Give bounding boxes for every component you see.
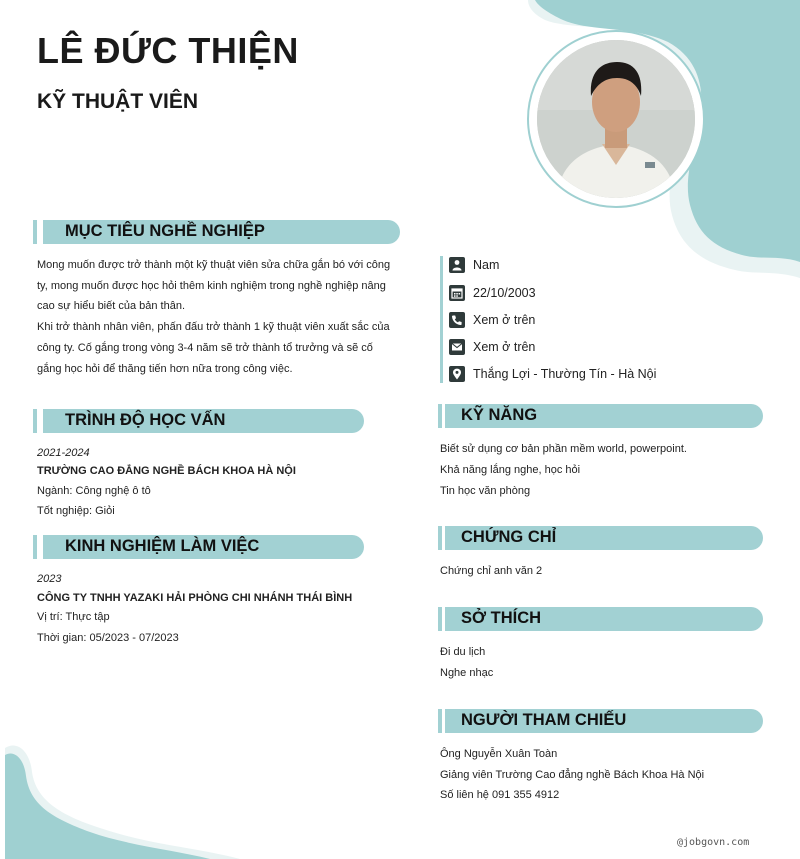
phone-icon (449, 312, 465, 328)
hobby-item: Đi du lịch (440, 646, 486, 658)
job-title: KỸ THUẬT VIÊN (37, 90, 199, 113)
contact-accent-bar (440, 256, 443, 383)
hobbies-heading: SỞ THÍCH (445, 607, 763, 631)
experience-time: Thời gian: 05/2023 - 07/2023 (37, 632, 179, 644)
watermark: @jobgovn.com (677, 837, 750, 848)
reference-item: Số liên hệ 091 355 4912 (440, 789, 560, 801)
candidate-name: LÊ ĐỨC THIỆN (37, 30, 299, 71)
reference-item: Giảng viên Trường Cao đẳng nghề Bách Khoa Hà Nội (440, 769, 705, 781)
person-icon (449, 257, 465, 273)
profile-photo-frame (527, 30, 705, 208)
experience-heading: KINH NGHIỆM LÀM VIỆC (43, 535, 364, 559)
objective-text: Mong muốn được trở thành một kỹ thuật viên sửa chữa gắn bó với công ty, mong muốn được học hỏi thêm kinh nghiệm trong nghề nghiệp nâng cao sự hiểu biết của bản thân. Khi trở thành nhân viên, phấn đấu trở thành 1 kỹ thuật viên xuất sắc của công ty. Cố gắng trong vòng 3-4 năm sẽ trở thành tổ trưởng và sẽ cố gắng học hỏi để thăng tiến hơn nữa trong công việc. (37, 259, 391, 375)
education-grade: Tốt nghiệp: Giỏi (37, 505, 115, 517)
skill-item: Biết sử dụng cơ bản phần mềm world, powerpoint. (440, 443, 687, 455)
location-pin-icon (449, 366, 465, 382)
person-photo-illustration (537, 40, 695, 198)
email-icon (449, 339, 465, 355)
education-heading: TRÌNH ĐỘ HỌC VẤN (43, 409, 364, 433)
experience-period: 2023 (37, 573, 62, 585)
objective-heading: MỤC TIÊU NGHỀ NGHIỆP (43, 220, 400, 244)
hobby-item: Nghe nhạc (440, 667, 494, 679)
skill-item: Tin học văn phòng (440, 485, 531, 497)
calendar-icon (449, 285, 465, 301)
profile-photo (537, 40, 695, 198)
certificates-heading: CHỨNG CHỈ (445, 526, 763, 550)
experience-position: Vị trí: Thực tập (37, 611, 110, 623)
certificate-item: Chứng chỉ anh văn 2 (440, 565, 543, 577)
education-period: 2021-2024 (37, 447, 90, 459)
reference-item: Ông Nguyễn Xuân Toàn (440, 748, 558, 760)
education-major: Ngành: Công nghệ ô tô (37, 485, 151, 497)
skills-heading: KỸ NĂNG (445, 404, 763, 428)
references-heading: NGƯỜI THAM CHIẾU (445, 709, 763, 733)
skill-item: Khả năng lắng nghe, học hỏi (440, 464, 581, 476)
education-school: TRƯỜNG CAO ĐẲNG NGHỀ BÁCH KHOA HÀ NỘI (37, 465, 296, 477)
experience-company: CÔNG TY TNHH YAZAKI HẢI PHÒNG CHI NHÁNH THÁI BÌNH (37, 592, 353, 604)
